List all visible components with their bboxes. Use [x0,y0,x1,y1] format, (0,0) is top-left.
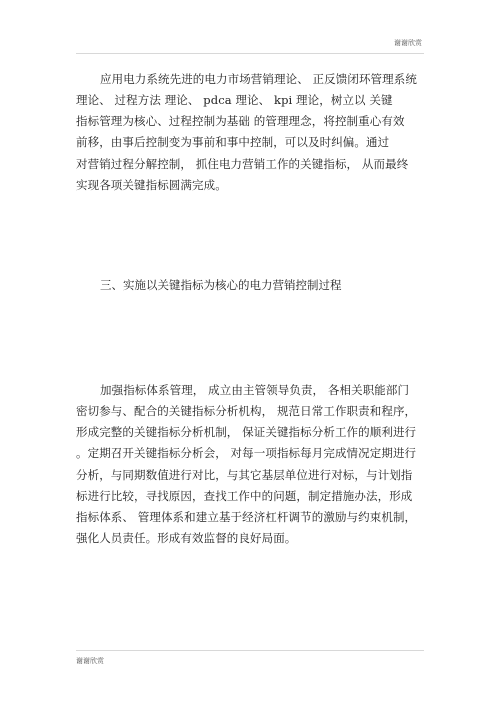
paragraph-1-line-3: 指标管理为核心、过程控制为基础 的管理理念，将控制重心有效 [76,114,405,128]
paragraph-2-line-1: 加强指标体系管理， 成立由主管领导负责， 各相关职能部门 [100,383,410,397]
page-footer: 谢谢欣赏 [76,657,104,665]
paragraph-2-line-2: 密切参与、配合的关键指标分析机构， 规范日常工作职责和程序， [76,404,417,418]
paragraph-1-line-4: 前移，由事后控制变为事前和事中控制，可以及时纠偏。通过 [76,135,390,149]
paragraph-1-line-2: 理论、 过程方法 理论、 pdca 理论、 kpi 理论，树立以 关键 [76,93,393,107]
paragraph-2-line-3: 形成完整的关键指标分析机制， 保证关键指标分析工作的顺利进行 [76,425,417,439]
paragraph-2-line-4: 。定期召开关键指标分析会， 对每一项指标每月完成情况定期进行 [76,446,417,460]
paragraph-1-line-6: 实现各项关键指标圆满完成。 [76,178,227,192]
section-heading: 三、实施以关键指标为核心的电力营销控制过程 [100,278,342,292]
paragraph-1-line-1: 应用电力系统先进的电力市场营销理论、 正反馈闭环管理系统 [100,72,417,86]
header-divider [76,53,424,54]
footer-divider [76,650,424,651]
paragraph-2-line-5: 分析，与同期数值进行对比，与其它基层单位进行对标，与计划指 [76,468,413,482]
paragraph-2-line-7: 指标体系、 管理体系和建立基于经济杠杆调节的激励与约束机制， [76,510,417,524]
paragraph-1-line-5: 对营销过程分解控制， 抓住电力营销工作的关键指标， 从而最终 [76,157,409,171]
paragraph-2-line-6: 标进行比较，寻找原因，查找工作中的问题，制定措施办法，形成 [76,489,413,503]
page-header: 谢谢欣赏 [394,39,422,47]
paragraph-2-line-8: 强化人员责任。形成有效监督的良好局面。 [76,531,297,545]
